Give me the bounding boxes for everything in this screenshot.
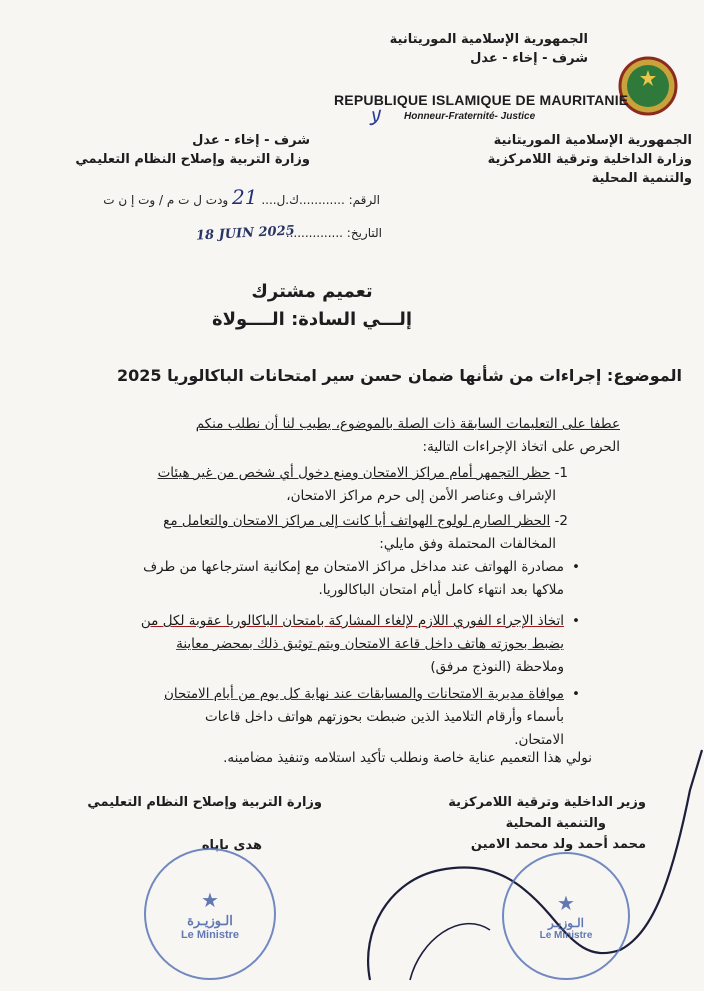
intro-paragraph [60,413,620,459]
education-motto: شرف - إخاء - عدل [192,133,310,148]
republic-name-ar: الجمهورية الإسلامية الموريتانية [389,32,588,47]
republic-name-fr: REPUBLIQUE ISLAMIQUE DE MAURITANIE [334,92,629,108]
interior-signer-title-2: والتنمية المحلية [505,816,606,831]
interior-signer-title-1: وزير الداخلية وترقية اللامركزية [448,795,646,810]
education-signature-block [86,792,322,856]
reference-code: ودت ل ت م / وت إ ن ت [103,193,229,207]
bullet-2-line-3: وملاحظة (النوذج مرفق) [430,659,564,675]
item-1 [90,462,568,508]
initial-mark: ﻻ [368,106,380,130]
education-signer-name: هدى باباه [201,838,262,853]
item-1-number: 1- [554,465,568,481]
addressee-line: إلـــي السادة: الــــولاة [211,309,413,330]
interior-line-3: والتنمية المحلية [591,171,692,186]
education-signer-title: وزارة التربية وإصلاح النظام التعليمي [87,795,322,810]
intro-line-1: عطفا على التعليمات السابقة ذات الصلة بالموضوع، يطيب لنا أن نطلب منكم [195,416,620,432]
date-label: التاريخ: [346,226,382,240]
item-1-line-1: حظر التجمهر أمام مراكز الامتحان ومنع دخول أي شخص من غير هيئات [157,465,551,481]
intro-line-2: الحرص على اتخاذ الإجراءات التالية: [422,439,620,455]
bullet-dot: • [572,559,580,575]
bullet-dot: • [572,613,580,629]
stamp-left-title-ar: الـوزيـرة [187,912,233,928]
interior-signer-name: محمد أحمد ولد محمد الامين [470,837,646,852]
item-2-line-2: المخالفات المحتملة وفق مايلي: [379,536,556,552]
reference-number: 21 [232,185,258,209]
subject-line: الموضوع: إجراءات من شأنها ضمان حسن سير امتحانات الباكالوريا 2025 [117,366,682,385]
bullet-3-line-1: موافاة مديرية الامتحانات والمسابقات عند نهاية كل يوم من أيام الامتحان [164,686,564,702]
interior-line-2: وزارة الداخلية وترقية اللامركزية [487,152,692,167]
education-ministry-header [70,131,310,169]
interior-line-1: الجمهورية الإسلامية الموريتانية [493,133,692,148]
bullet-1-line-2: ملاكها بعد انتهاء كامل أيام امتحان الباكالوريا. [318,582,564,598]
interior-ministry-header [430,131,692,188]
stamp-star-icon: ★ [557,893,575,915]
stamp-right-title-ar: الـوزيـر [548,916,584,930]
bullet-dot: • [572,686,580,702]
education-ministry-stamp [144,848,276,980]
item-1-line-2: الإشراف وعناصر الأمن إلى حرم مراكز الامتحان، [286,488,556,504]
interior-ministry-stamp [502,852,630,980]
bullet-2-line-1: اتخاذ الإجراء الفوري اللازم لإلغاء المشاركة بامتحان الباكالوريا عقوبة لكل من [140,613,564,629]
bullet-item [80,610,580,679]
date-dots: ............... [285,226,343,240]
item-2-line-1: الحظر الصارم لولوج الهواتف أيا كانت إلى مراكز الامتحان والتعامل مع [163,513,551,529]
bullet-3-line-3: الامتحان. [514,732,564,748]
motto-fr: Honneur-Fraternité- Justice [404,111,536,122]
bullet-3-line-2: بأسماء وأرقام التلاميذ الذين ضبطت بحوزتهم هواتف داخل قاعات [204,709,564,725]
bullet-2-line-2: يضبط بحوزته هاتف داخل قاعة الامتحان ويتم توثيق ذلك بمحضر معاينة [176,636,564,652]
item-2-number: 2- [554,513,568,529]
bullet-list [80,556,580,752]
bullet-item [80,556,580,602]
date-stamp-value: 18 JUIN 2025 [195,223,296,244]
stamp-left-title-fr: Le Ministre [180,928,240,941]
stamp-right-title-fr: Le Ministre [539,930,593,941]
stamp-star-icon: ★ [201,889,219,912]
circular-title: تعميم مشترك [251,281,373,302]
education-ministry-name: وزارة التربية وإصلاح النظام التعليمي [75,152,310,167]
top-republic-header [380,30,588,68]
item-2 [90,510,568,556]
bullet-1-line-1: مصادرة الهواتف عند مداخل مراكز الامتحان مع إمكانية استرجاعها من طرف [143,559,564,575]
closing-line: نولي هذا التعميم عناية خاصة ونطلب تأكيد استلامه وتنفيذ مضامينه. [223,750,592,766]
reference-dots: ............ك.ل.... [257,193,345,207]
reference-label: الرقم: [348,193,380,207]
motto-ar: شرف - إخاء - عدل [470,51,588,66]
reference-line [90,185,380,209]
